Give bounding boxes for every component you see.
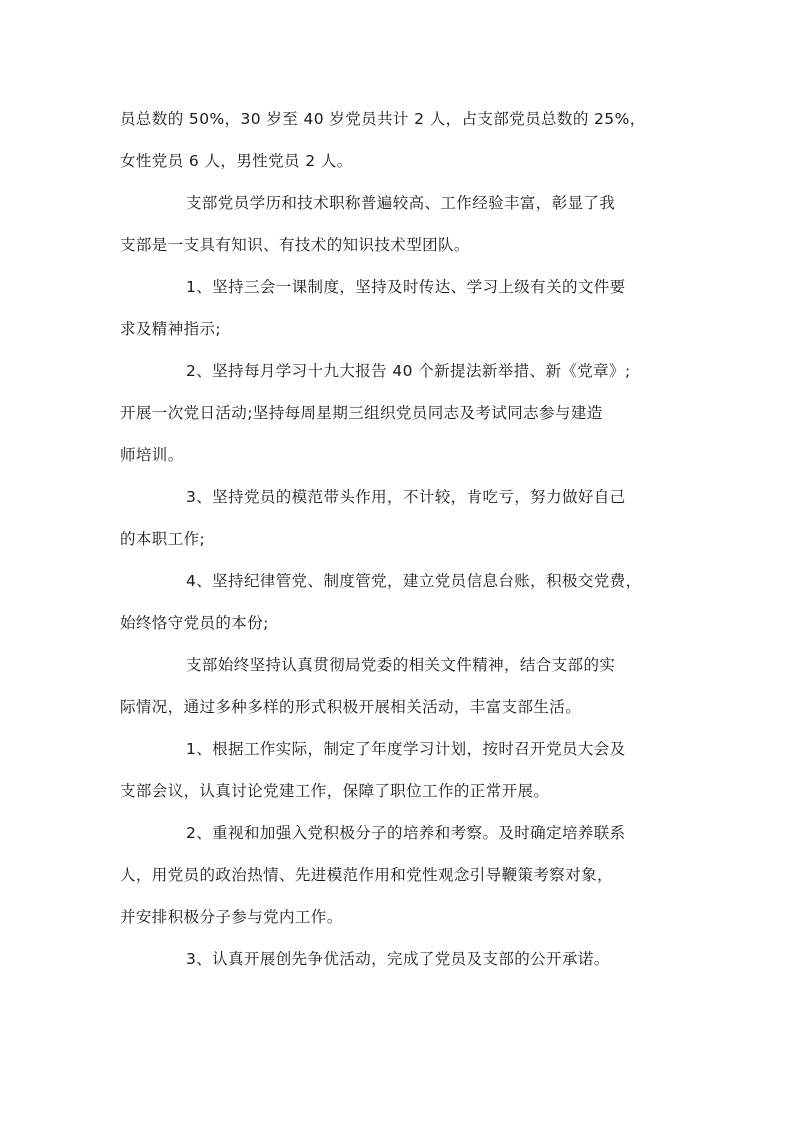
text-line: 并安排积极分子参与党内工作。 bbox=[120, 908, 343, 926]
text-line: 员总数的 50%，30 岁至 40 岁党员共计 2 人，占支部党员总数的 25%， bbox=[120, 110, 646, 128]
text-line: 2、坚持每月学习十九大报告 40 个新提法新举措、新《党章》; bbox=[186, 362, 631, 380]
text-line: 2、重视和加强入党积极分子的培养和考察。及时确定培养联系 bbox=[186, 824, 626, 842]
text-line: 际情况，通过多种多样的形式积极开展相关活动，丰富支部生活。 bbox=[120, 698, 582, 716]
text-line: 1、坚持三会一课制度，坚持及时传达、学习上级有关的文件要 bbox=[186, 278, 626, 296]
text-line: 的本职工作; bbox=[120, 530, 206, 548]
text-line: 女性党员 6 人，男性党员 2 人。 bbox=[120, 152, 353, 170]
text-line: 开展一次党日活动;坚持每周星期三组织党员同志及考试同志参与建造 bbox=[120, 404, 603, 422]
text-line: 人，用党员的政治热情、先进模范作用和党性观念引导鞭策考察对象， bbox=[120, 866, 613, 884]
text-line: 求及精神指示; bbox=[120, 320, 222, 338]
text-line: 支部会议，认真讨论党建工作，保障了职位工作的正常开展。 bbox=[120, 782, 550, 800]
text-line: 3、坚持党员的模范带头作用，不计较，肯吃亏，努力做好自己 bbox=[186, 488, 626, 506]
text-line: 支部党员学历和技术职称普遍较高、工作经验丰富，彰显了我 bbox=[186, 194, 616, 212]
text-line: 支部是一支具有知识、有技术的知识技术型团队。 bbox=[120, 236, 470, 254]
text-line: 1、根据工作实际，制定了年度学习计划，按时召开党员大会及 bbox=[186, 740, 626, 758]
text-line: 支部始终坚持认真贯彻局党委的相关文件精神，结合支部的实 bbox=[186, 656, 616, 674]
text-line: 始终恪守党员的本份; bbox=[120, 614, 269, 632]
text-line: 3、认真开展创先争优活动，完成了党员及支部的公开承诺。 bbox=[186, 950, 610, 968]
text-line: 师培训。 bbox=[120, 446, 184, 464]
text-line: 4、坚持纪律管党、制度管党，建立党员信息台账，积极交党费， bbox=[186, 572, 642, 590]
